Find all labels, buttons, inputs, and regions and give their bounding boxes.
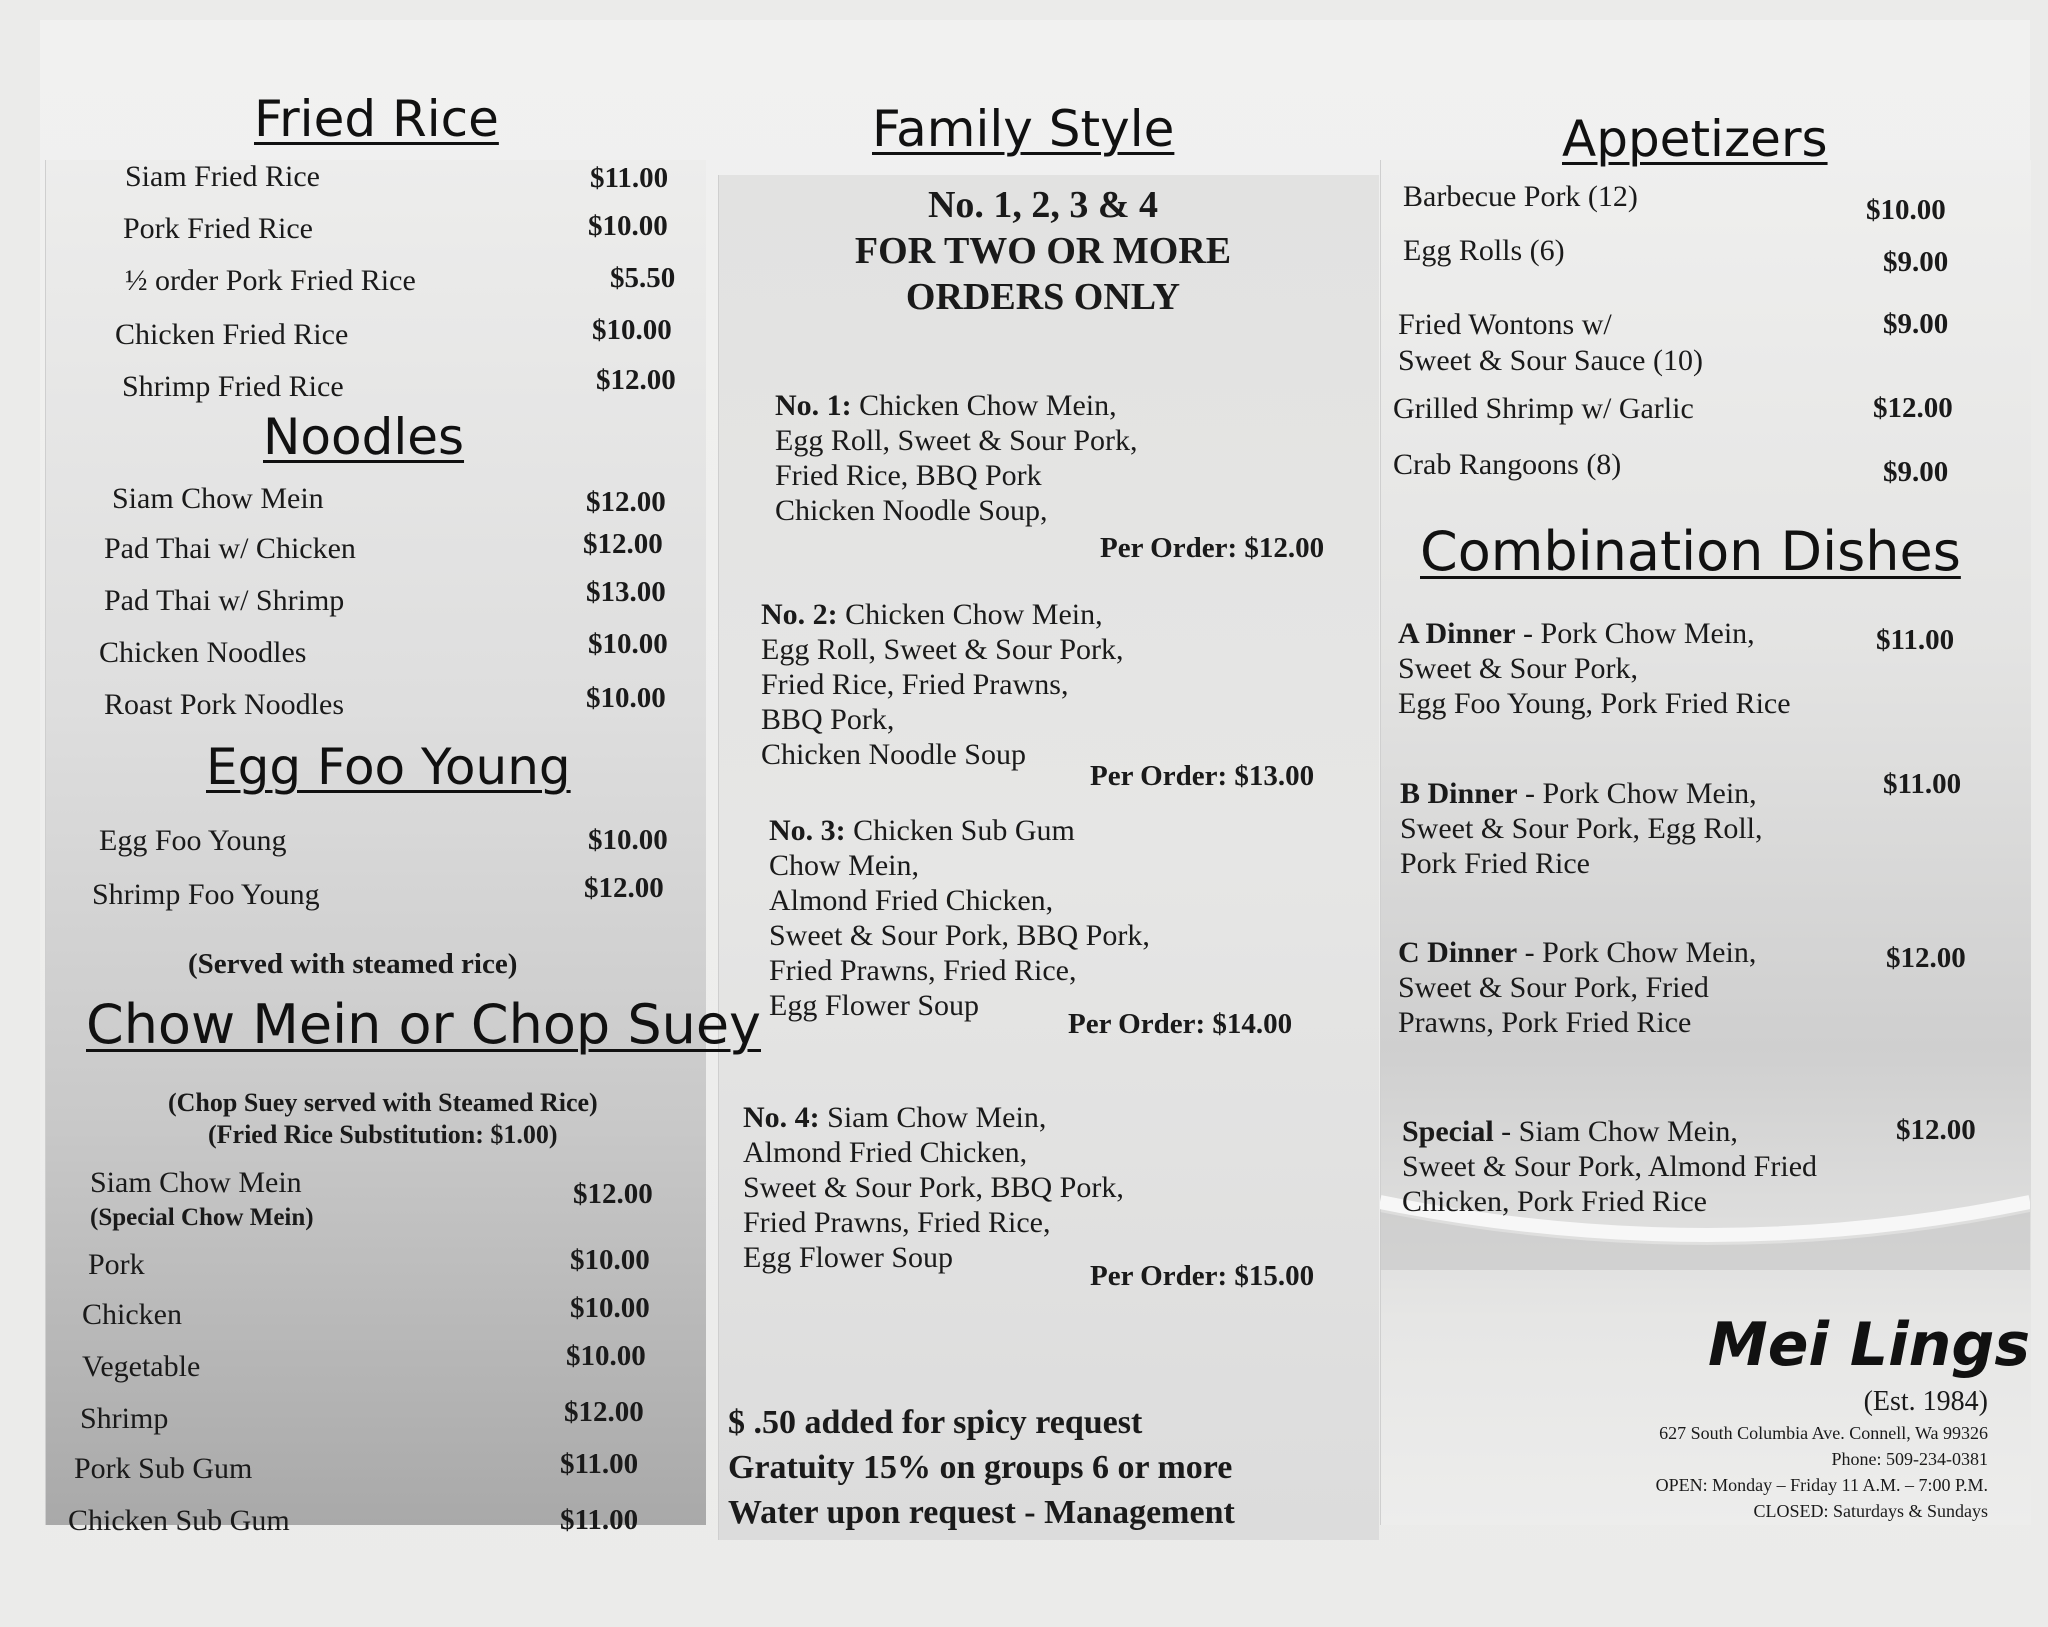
combo-price: $11.00 [1883, 768, 1962, 800]
menu-item-name: Shrimp Foo Young [92, 878, 320, 911]
menu-item-price: $11.00 [590, 162, 669, 194]
family-set-description [761, 597, 1124, 772]
water-note: Water upon request - Management [728, 1494, 1235, 1531]
menu-item-price: $10.00 [566, 1340, 646, 1372]
menu-item-price: $11.00 [560, 1448, 639, 1480]
family-set-label: No. 1: [775, 389, 852, 422]
address: 627 South Columbia Ave. Connell, Wa 99326 [1659, 1423, 1988, 1443]
menu-item-name: Egg Foo Young [99, 824, 287, 857]
family-set-lines: Chow Mein, Almond Fried Chicken, Sweet & Sour Pork, BBQ Pork, Fried Prawns, Fried Rice, Egg Flower Soup [769, 849, 1150, 1022]
menu-item-name: Pork Fried Rice [123, 212, 313, 245]
menu-item-name: Pork [88, 1248, 145, 1281]
menu-item-name: Siam Chow Mein [90, 1166, 302, 1199]
menu-item-price: $10.00 [570, 1292, 650, 1324]
appetizers-heading: Appetizers [1562, 110, 1828, 168]
menu-item-name: Pork Sub Gum [74, 1452, 253, 1485]
menu-item-price: $10.00 [588, 824, 668, 856]
family-set-lines: Almond Fried Chicken, Sweet & Sour Pork, BBQ Pork, Fried Prawns, Fried Rice, Egg Flower Soup [743, 1136, 1124, 1274]
closed-days: CLOSED: Saturdays & Sundays [1753, 1501, 1988, 1521]
menu-item-price: $10.00 [588, 628, 668, 660]
policy-footer [728, 1400, 1235, 1535]
menu-item-name: Siam Fried Rice [125, 160, 320, 193]
combo-lines: Sweet & Sour Pork, Fried Prawns, Pork Fried Rice [1398, 971, 1709, 1039]
family-set-price: Per Order: $12.00 [1100, 532, 1325, 564]
family-set-first-line: Chicken Chow Mein, [859, 389, 1117, 422]
menu-item-name: Fried Wontons w/ [1398, 308, 1612, 341]
menu-item-subtitle: (Special Chow Mein) [90, 1204, 314, 1231]
combination-heading: Combination Dishes [1420, 520, 1961, 583]
menu-item-name: Shrimp [80, 1402, 169, 1435]
menu-item-name: ½ order Pork Fried Rice [125, 264, 416, 297]
family-set-description [769, 813, 1150, 1023]
family-style-heading: Family Style [872, 100, 1175, 158]
menu-item-name: Vegetable [82, 1350, 201, 1383]
family-set-first-line: Chicken Chow Mein, [845, 598, 1103, 631]
menu-item-name: Egg Rolls (6) [1403, 234, 1565, 267]
combo-description [1402, 1114, 1817, 1219]
menu-item-name: Chicken Noodles [99, 636, 307, 669]
menu-item-price: $10.00 [570, 1244, 650, 1276]
family-set-price: Per Order: $15.00 [1090, 1260, 1315, 1292]
family-set-price: Per Order: $13.00 [1090, 760, 1315, 792]
phone-number: Phone: 509-234-0381 [1831, 1449, 1988, 1469]
combo-description [1400, 776, 1763, 881]
combo-label: Special [1402, 1115, 1494, 1148]
menu-item-name: Barbecue Pork (12) [1403, 180, 1638, 213]
menu-item-price: $10.00 [588, 210, 668, 242]
combo-lines: Sweet & Sour Pork, Egg Foo Young, Pork Fried Rice [1398, 652, 1791, 720]
family-set-description [743, 1100, 1124, 1275]
family-set-label: No. 3: [769, 814, 846, 847]
noodles-heading: Noodles [263, 408, 465, 466]
combo-first-line: - Pork Chow Mein, [1517, 777, 1757, 810]
menu-item-name: Siam Chow Mein [112, 482, 324, 515]
family-set-first-line: Chicken Sub Gum [853, 814, 1075, 847]
menu-item-name: Pad Thai w/ Chicken [104, 532, 356, 565]
family-set-first-line: Siam Chow Mein, [827, 1101, 1047, 1134]
combo-price: $11.00 [1876, 624, 1955, 656]
substitution-note: (Fried Rice Substitution: $1.00) [208, 1120, 558, 1149]
restaurant-logo: Mei Lings [1708, 1310, 2031, 1380]
family-style-banner [718, 182, 1368, 320]
combo-first-line: - Siam Chow Mein, [1493, 1115, 1738, 1148]
menu-item-price: $9.00 [1883, 308, 1949, 340]
egg-foo-young-heading: Egg Foo Young [206, 738, 571, 796]
open-hours: OPEN: Monday – Friday 11 A.M. – 7:00 P.M. [1655, 1475, 1988, 1495]
menu-item-price: $12.00 [1873, 392, 1953, 424]
combo-label: B Dinner [1400, 777, 1518, 810]
family-set-lines: Egg Roll, Sweet & Sour Pork, Fried Rice, BBQ Pork Chicken Noodle Soup, [775, 424, 1138, 527]
menu-item-name: Pad Thai w/ Shrimp [104, 584, 345, 617]
menu-item-price: $12.00 [573, 1178, 653, 1210]
menu-item-price: $9.00 [1883, 456, 1949, 488]
menu-item-price: $12.00 [583, 528, 663, 560]
combo-price: $12.00 [1886, 942, 1966, 974]
menu-item-name: Chicken [82, 1298, 182, 1331]
gratuity-note: Gratuity 15% on groups 6 or more [728, 1449, 1233, 1486]
family-set-label: No. 4: [743, 1101, 820, 1134]
menu-item-price: $10.00 [586, 682, 666, 714]
menu-item-price: $10.00 [592, 314, 672, 346]
family-set-description [775, 388, 1138, 528]
menu-item-name: Roast Pork Noodles [104, 688, 344, 721]
banner-line: No. 1, 2, 3 & 4 [927, 184, 1159, 226]
established-year: (Est. 1984) [1863, 1386, 1988, 1417]
banner-line: FOR TWO OR MORE [854, 230, 1232, 272]
combo-first-line: - Pork Chow Mein, [1515, 617, 1755, 650]
combo-lines: Sweet & Sour Pork, Almond Fried Chicken, Pork Fried Rice [1402, 1150, 1818, 1218]
menu-item-price: $12.00 [584, 872, 664, 904]
chop-suey-note: (Chop Suey served with Steamed Rice) [168, 1088, 598, 1117]
combo-price: $12.00 [1896, 1114, 1976, 1146]
menu-item-price: $9.00 [1883, 246, 1949, 278]
banner-line: ORDERS ONLY [905, 276, 1181, 318]
menu-item-price: $12.00 [564, 1396, 644, 1428]
menu-item-name: Chicken Fried Rice [115, 318, 349, 351]
menu-item-price: $5.50 [610, 262, 676, 294]
combo-label: C Dinner [1398, 936, 1518, 969]
menu-item-price: $11.00 [560, 1504, 639, 1536]
combo-description [1398, 616, 1791, 721]
combo-lines: Sweet & Sour Pork, Egg Roll, Pork Fried Rice [1400, 812, 1763, 880]
menu-item-name: Crab Rangoons (8) [1393, 448, 1622, 481]
family-set-label: No. 2: [761, 598, 838, 631]
family-set-price: Per Order: $14.00 [1068, 1008, 1293, 1040]
menu-item-price: $12.00 [596, 364, 676, 396]
menu-item-price: $10.00 [1866, 194, 1946, 226]
fried-rice-heading: Fried Rice [254, 90, 499, 148]
family-set-lines: Egg Roll, Sweet & Sour Pork, Fried Rice, Fried Prawns, BBQ Pork, Chicken Noodle Soup [761, 633, 1124, 771]
chow-mein-heading: Chow Mein or Chop Suey [86, 993, 761, 1056]
menu-item-name: Shrimp Fried Rice [122, 370, 344, 403]
combo-first-line: - Pork Chow Mein, [1517, 936, 1757, 969]
menu-item-price: $12.00 [586, 486, 666, 518]
spicy-request-note: $ .50 added for spicy request [728, 1404, 1143, 1441]
combo-description [1398, 935, 1756, 1040]
served-with-rice-note: (Served with steamed rice) [188, 948, 518, 980]
menu-item-name: Chicken Sub Gum [68, 1504, 290, 1537]
contact-info [1656, 1420, 1988, 1524]
menu-item-name: Grilled Shrimp w/ Garlic [1393, 392, 1694, 425]
menu-item-price: $13.00 [586, 576, 666, 608]
combo-label: A Dinner [1398, 617, 1516, 650]
menu-item-name-line-2: Sweet & Sour Sauce (10) [1398, 344, 1703, 377]
